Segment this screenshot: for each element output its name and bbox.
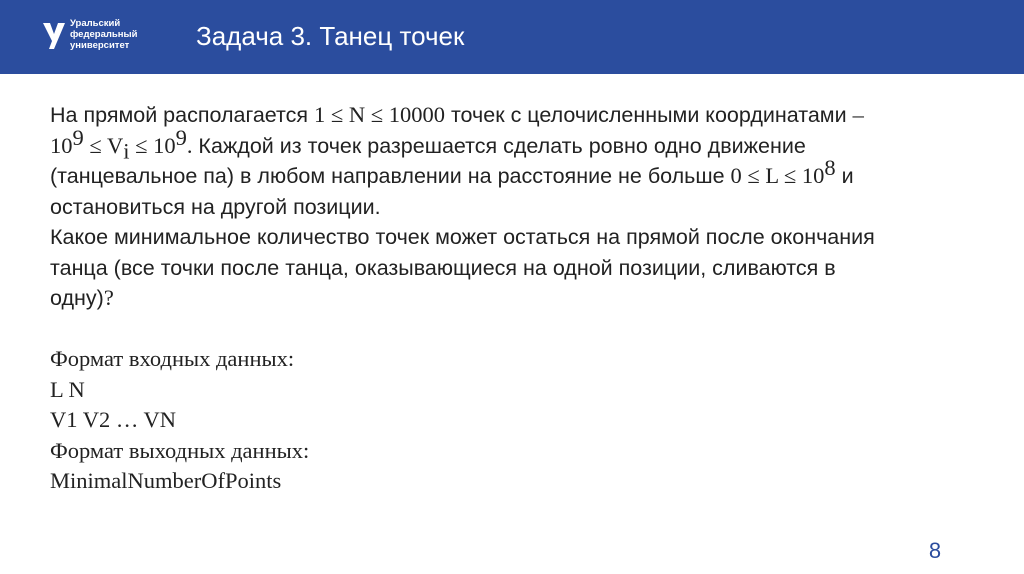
slide-content (50, 100, 990, 497)
page-number: 8 (928, 538, 942, 563)
content-line-7: одну)? (50, 285, 114, 310)
output-format-line-1: MinimalNumberOfPoints (50, 468, 282, 493)
logo-text-line-3: университет (70, 40, 130, 51)
content-line-5: Какое минимальное количество точек может остаться на прямой после окончания (50, 225, 875, 249)
logo-text-line-1: Уральский (70, 18, 121, 29)
input-format-label: Формат входных данных: (50, 346, 295, 371)
university-logo (40, 16, 150, 58)
content-line-2: $10^9 \le V_i \le 10^9$. Каждой из точек разрешается сделать ровно одно движение (50, 124, 806, 163)
header-bar (0, 0, 1024, 74)
content-line-1: На прямой располагается 1 ≤ N ≤ 10000 точек с целочисленными координатами – (50, 102, 864, 127)
content-line-3: (танцевальное па) в любом направлении на расстояние не больше $0 \le L \le 10^8$ и (50, 154, 854, 188)
logo-text-line-2: федеральный (70, 29, 138, 40)
urfu-logo-icon (40, 20, 68, 52)
content-line-4: остановиться на другой позиции. (50, 194, 381, 219)
slide-title: Задача 3. Танец точек (196, 21, 465, 51)
input-format-line-1: L N (50, 376, 85, 402)
content-line-6: танца (все точки после танца, оказывающиеся на одной позиции, сливаются в (50, 255, 836, 280)
blank-line (50, 314, 990, 345)
input-format-line-2: V1 V2 … VN (50, 407, 177, 432)
output-format-label: Формат выходных данных: (50, 437, 310, 463)
